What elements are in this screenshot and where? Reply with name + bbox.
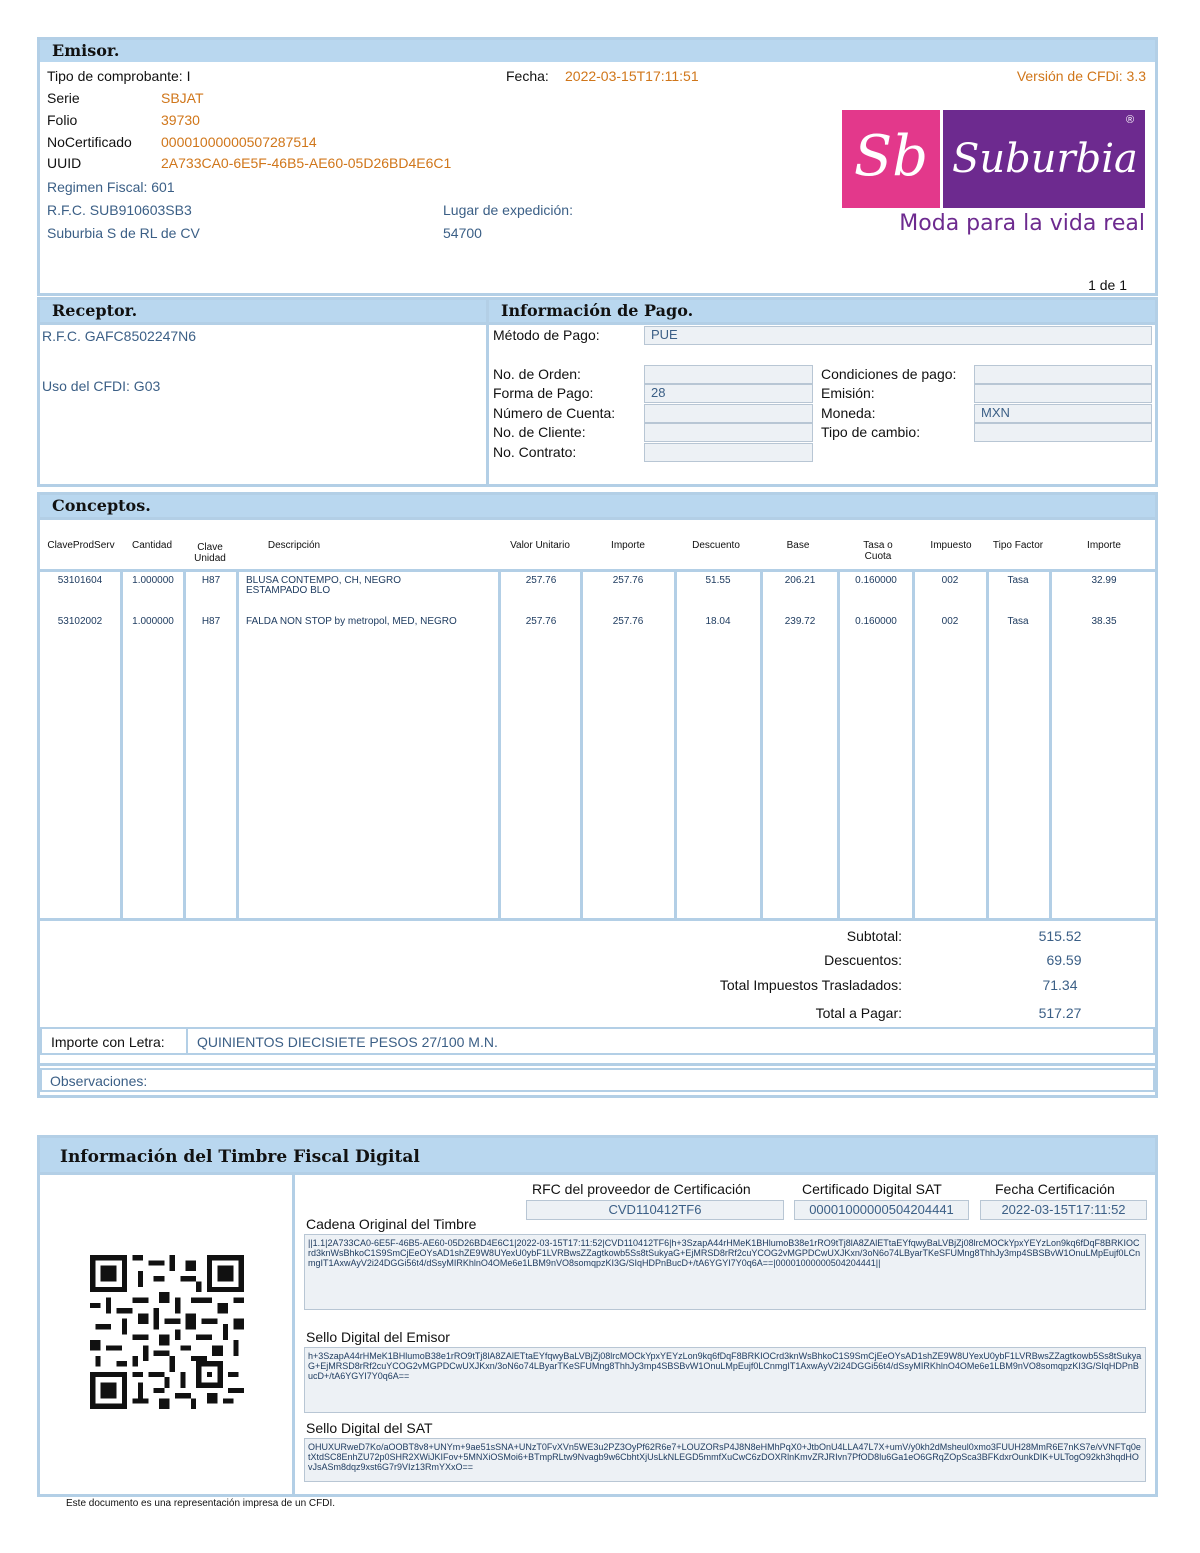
serie-value: SBJAT: [161, 90, 204, 106]
cell-descripcion: BLUSA CONTEMPO, CH, NEGRO ESTAMPADO BLO: [246, 575, 402, 596]
lugar-expedicion-label: Lugar de expedición:: [443, 202, 573, 218]
contrato-label: No. Contrato:: [493, 444, 577, 460]
cell-tipo-factor: Tasa: [1007, 575, 1029, 586]
emisor-header: Emisor.: [40, 40, 1155, 62]
moneda-field: MXN: [974, 404, 1152, 423]
metodo-pago-field: PUE: [644, 326, 1152, 345]
registered-mark: ®: [1126, 114, 1135, 126]
emisor-rfc: R.F.C. SUB910603SB3: [47, 202, 192, 218]
letra-divider: [186, 1029, 188, 1053]
cell-importe-impuesto: 38.35: [1091, 616, 1117, 627]
impuestos-label: Total Impuestos Trasladados:: [719, 977, 902, 993]
qr-divider: [292, 1175, 295, 1494]
cfdi-version: Versión de CFDi: 3.3: [1016, 68, 1146, 84]
folio-value: 39730: [161, 112, 200, 128]
conceptos-divider: [40, 517, 1155, 520]
cell-tasa-cuota: 0.160000: [855, 616, 897, 627]
cell-cantidad: 1.000000: [132, 616, 174, 627]
cuenta-field: [644, 404, 813, 423]
metodo-pago-label: Método de Pago:: [493, 327, 600, 343]
receptor-divider: [40, 322, 486, 325]
emision-label: Emisión:: [821, 385, 875, 401]
descuentos-value: 69.59: [1046, 952, 1082, 968]
sello-emisor-field: h+3SzapA44rHMeK1BHlumoB38e1rRO9tTj8lA8ZAlETtaEYfqwyBaLVBjZj08lrcMOCkYpxYEYzLon9kq6fDqF8BRKIOCrd3knWsBhkoC1S9SmCjEeOYsAD1shZE9W8UYexU0ybF1LVRBwsZZagtkowb5Ss8tSukyaG+EjMRSD8rRf2cuYCOG2vMGPDCwUXJKxn/3oN6o74LByarTKeSFUMng8ThhJy3mp4SBSBvW1OnuLMpEujf0LCnmgIT1AxwAyV2i24DGGi56t4/dSsyMIRKhlnO4OMe6e1LBM9nVO8somqpzKI3G/SIqHDPnBucD+/tA6YGYI7Y0q6A==: [304, 1347, 1146, 1413]
pago-header: Información de Pago.: [489, 300, 1155, 322]
cell-descuento: 18.04: [705, 616, 731, 627]
cell-importe: 257.76: [612, 575, 644, 586]
cell-tasa-cuota: 0.160000: [855, 575, 897, 586]
descuentos-label: Descuentos:: [824, 952, 902, 968]
timbre-header: Información del Timbre Fiscal Digital: [40, 1138, 1155, 1172]
sello-sat-label: Sello Digital del SAT: [306, 1420, 433, 1436]
conceptos-header: Conceptos.: [40, 495, 1155, 517]
page-indicator: 1 de 1: [1088, 277, 1127, 293]
logo-brand: Suburbia: [952, 136, 1138, 182]
col-descripcion: Descripción: [267, 540, 321, 551]
uso-cfdi: Uso del CFDI: G03: [42, 378, 161, 394]
subtotal-label: Subtotal:: [846, 928, 902, 944]
emision-field: [974, 384, 1152, 403]
total-label: Total a Pagar:: [815, 1005, 902, 1021]
importe-letra-value: QUINIENTOS DIECISIETE PESOS 27/100 M.N.: [197, 1034, 498, 1050]
cell-valor-unitario: 257.76: [525, 616, 557, 627]
table-bottom-divider: [40, 918, 1155, 921]
tipo-cambio-label: Tipo de cambio:: [821, 424, 921, 440]
cell-valor-unitario: 257.76: [525, 575, 557, 586]
cell-clave-prod: 53102002: [57, 616, 103, 627]
col-descuento: Descuento: [692, 540, 740, 551]
pago-divider: [489, 322, 1155, 325]
rfc-proveedor-label: RFC del proveedor de Certificación: [532, 1181, 751, 1197]
cell-clave-unidad: H87: [201, 575, 221, 586]
observaciones-label: Observaciones:: [50, 1073, 148, 1089]
cell-base: 239.72: [784, 616, 816, 627]
cell-cantidad: 1.000000: [132, 575, 174, 586]
serie-label: Serie: [47, 90, 80, 106]
col-tasa-cuota: Tasa o Cuota: [863, 540, 893, 562]
col-importe: Importe: [611, 540, 645, 551]
certificado-sat-label: Certificado Digital SAT: [802, 1181, 942, 1197]
cadena-original-label: Cadena Original del Timbre: [306, 1216, 477, 1232]
certificado-sat-field: 00001000000504204441: [794, 1200, 969, 1220]
cadena-original-field: ||1.1|2A733CA0-6E5F-46B5-AE60-05D26BD4E6C1|2022-03-15T17:11:52|CVD110412TF6|h+3SzapA44rHMeK1BHlumoB38e1rRO9tTj8lA8ZAlETtaEYfqwyBaLVBjZj08lrcMOCkYpxYEYzLon9kq6fDqF8BRKIOCrd3knWsBhkoC1S9SmCjEeOYsAD1shZE9W8UYexU0ybF1LVRBwsZZagtkowb5Ss8tSukyaG+EjMRSD8rRf2cuYCOG2vMGPDCwUXJKxn/3oN6o74LByarTKeSFUMng8ThhJy3mp4SBSBvW1OnuLMpEujf0LCnmgIT1AxwAyV2i24DGGi56t4/dSsyMIRKhlnO4OMe6e1LBM9nVO8somqpzKI3G/SIqHDPnBucD+/tA6YGYI7Y0q6A==|00001000000504204441||: [304, 1234, 1146, 1310]
regimen-fiscal: Regimen Fiscal: 601: [47, 179, 175, 195]
fecha-value: 2022-03-15T17:11:51: [565, 68, 699, 84]
cell-impuesto: 002: [941, 575, 959, 586]
cell-tipo-factor: Tasa: [1007, 616, 1029, 627]
col-tipo-factor: Tipo Factor: [992, 540, 1044, 551]
observaciones-box: [40, 1068, 1155, 1092]
emisor-razon-social: Suburbia S de RL de CV: [47, 225, 200, 241]
cell-descuento: 51.55: [705, 575, 731, 586]
cell-impuesto: 002: [941, 616, 959, 627]
col-importe-impuesto: Importe: [1087, 540, 1121, 551]
cell-importe-impuesto: 32.99: [1091, 575, 1117, 586]
col-valor-unitario: Valor Unitario: [510, 540, 570, 551]
col-cantidad: Cantidad: [131, 540, 173, 551]
timbre-divider: [40, 1172, 1155, 1175]
folio-label: Folio: [47, 112, 78, 128]
nocertificado-value: 00001000000507287514: [161, 134, 317, 150]
orden-label: No. de Orden:: [493, 366, 581, 382]
cell-clave-prod: 53101604: [57, 575, 103, 586]
logo-tagline: Moda para la vida real: [899, 211, 1145, 236]
condiciones-field: [974, 365, 1152, 384]
logo-mark: Sb: [853, 124, 929, 189]
tipo-comprobante: Tipo de comprobante: I: [47, 68, 191, 84]
fecha-certificacion-field: 2022-03-15T17:11:52: [980, 1200, 1147, 1220]
forma-pago-field: 28: [644, 384, 813, 403]
uuid-value: 2A733CA0-6E5F-46B5-AE60-05D26BD4E6C1: [161, 155, 452, 171]
condiciones-label: Condiciones de pago:: [821, 366, 957, 382]
tipo-cambio-field: [974, 423, 1152, 442]
rfc-proveedor-field: CVD110412TF6: [526, 1200, 784, 1220]
sello-emisor-label: Sello Digital del Emisor: [306, 1329, 450, 1345]
uuid-label: UUID: [47, 155, 82, 171]
importe-letra-label: Importe con Letra:: [51, 1034, 165, 1050]
col-impuesto: Impuesto: [930, 540, 972, 551]
cliente-label: No. de Cliente:: [493, 424, 586, 440]
cell-base: 206.21: [784, 575, 816, 586]
col-clave-unidad: Clave Unidad: [194, 542, 226, 564]
observaciones-divider: [40, 1063, 1155, 1066]
cliente-field: [644, 423, 813, 442]
receptor-rfc: R.F.C. GAFC8502247N6: [42, 328, 197, 344]
table-row: [40, 617, 1155, 637]
cuenta-label: Número de Cuenta:: [493, 405, 616, 421]
fecha-certificacion-label: Fecha Certificación: [995, 1181, 1115, 1197]
nocertificado-label: NoCertificado: [47, 134, 132, 150]
cell-clave-unidad: H87: [201, 616, 221, 627]
fecha-label: Fecha:: [506, 68, 549, 84]
col-base: Base: [786, 540, 810, 551]
total-value: 517.27: [1038, 1005, 1082, 1021]
qr-code: [90, 1255, 244, 1409]
suburbia-logo: [842, 110, 1145, 240]
subtotal-value: 515.52: [1038, 928, 1082, 944]
cell-descripcion: FALDA NON STOP by metropol, MED, NEGRO: [246, 616, 457, 627]
orden-field: [644, 365, 813, 384]
sello-sat-field: OHUXURweD7Ko/aOOBT8v8+UNYm+9ae51sSNA+UNzT0FvXVn5WE3u2PZ3OyPf62R6e7+LOUZORsP4J8N8eHMhPqX0+JtbOnU4LLA47L7X+umV/y0kh2dMsheul0xmo3FUUH28MmR6E7nKS7e/vVNFTq0etXtdSC8EnhZU72p0SHR2XWiJKIFov+5MNXiOSMoi6+BTmpRLtw9Nvagb9w6CbhtXjUsLkNLEGD5mmfXuCwC6zDOXRlnKmvZRJRIvn7PfOD8lu6Ga1eO6GRqZOpSca3BFKdxrOunkDIK+ULTogO92kh3hqdHOvJsASm8dqz9xst6G7r9VIz13RmYXxO==: [304, 1438, 1146, 1482]
impuestos-value: 71.34: [1042, 977, 1078, 993]
lugar-expedicion-value: 54700: [443, 225, 482, 241]
moneda-label: Moneda:: [821, 405, 876, 421]
contrato-field: [644, 443, 813, 462]
forma-pago-label: Forma de Pago:: [493, 385, 594, 401]
col-clave-prod: ClaveProdServ: [47, 540, 115, 551]
receptor-header: Receptor.: [40, 300, 486, 322]
table-row: [40, 576, 1155, 606]
cell-importe: 257.76: [612, 616, 644, 627]
footer-note: Este documento es una representación impresa de un CFDI.: [66, 1498, 336, 1509]
